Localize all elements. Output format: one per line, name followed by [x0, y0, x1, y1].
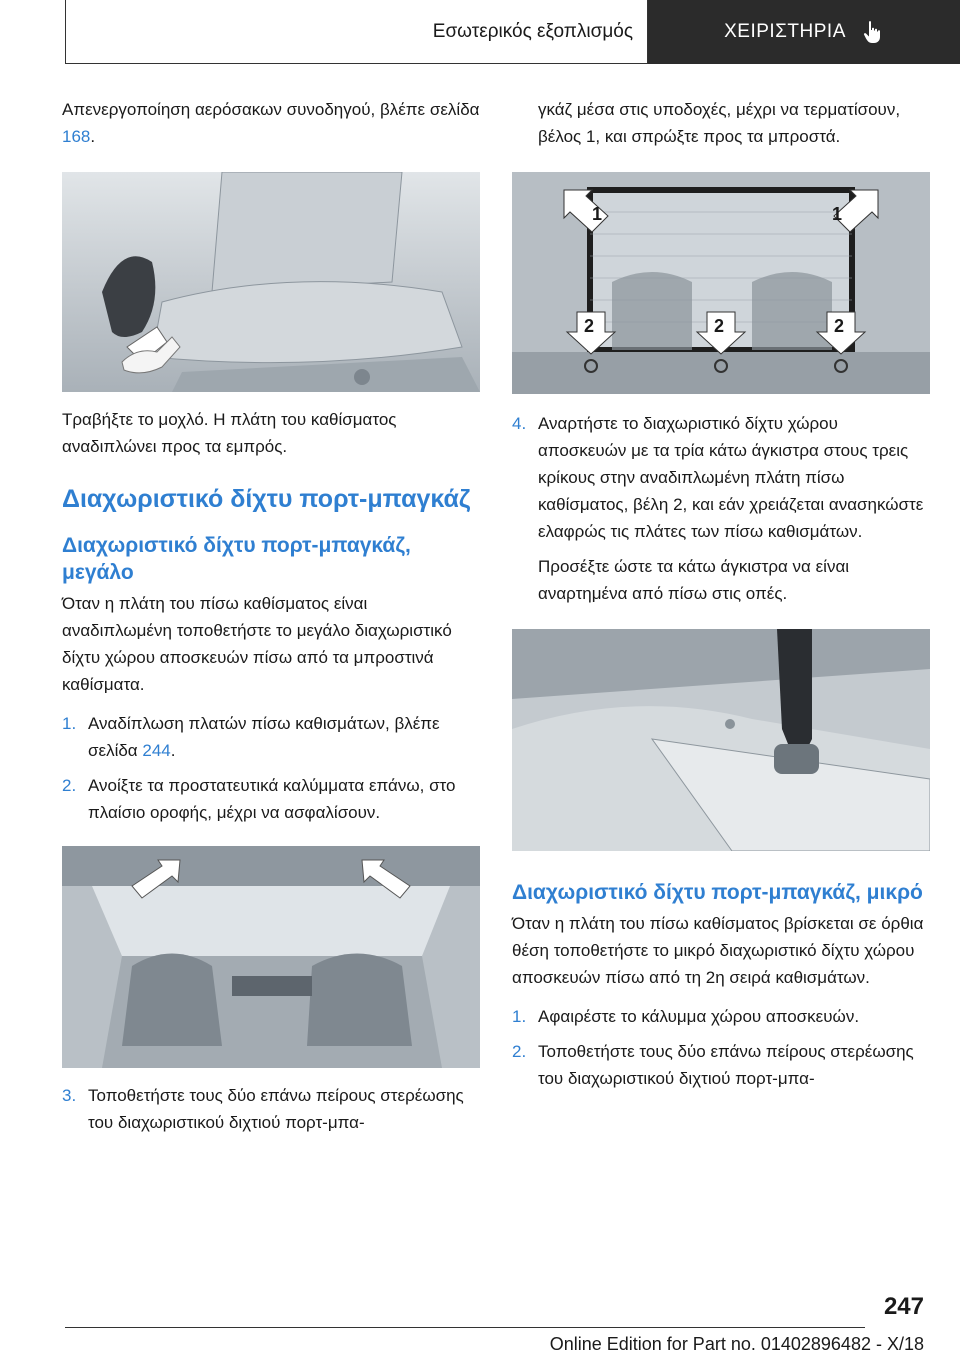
- step-2: [62, 772, 480, 826]
- step-text: Αφαιρέστε το κάλυμμα χώρου αποσκευών.: [538, 1007, 860, 1026]
- small-step-1: [512, 1003, 930, 1030]
- hook-detail-illustration: [512, 629, 930, 851]
- footer-divider: [65, 1327, 865, 1328]
- seat-lever-illustration: [62, 172, 480, 392]
- step-number: 3.: [62, 1086, 77, 1105]
- step-4: [512, 410, 930, 545]
- intro-end: .: [90, 127, 96, 146]
- step-number: 2.: [62, 776, 77, 795]
- section-heading: Διαχωριστικό δίχτυ πορτ-μπαγκάζ: [62, 485, 471, 513]
- small-step-2: [512, 1038, 930, 1092]
- step-number: 1.: [512, 1007, 527, 1026]
- step-3: [62, 1082, 480, 1136]
- edition-note: Online Edition for Part no. 01402896482 - X/18: [549, 1334, 924, 1354]
- step-1: [62, 710, 480, 764]
- roof-covers-figure: [62, 846, 480, 1068]
- page-number: 247: [883, 1293, 924, 1320]
- page-link-168[interactable]: 168: [62, 127, 91, 146]
- right-column: [512, 96, 930, 1092]
- callout-1-left: 1: [592, 204, 603, 224]
- step-text: Αναδίπλωση πλατών πίσω καθισμάτων, βλέπε σελίδα 244.: [88, 714, 440, 760]
- callout-2-left: 2: [584, 316, 595, 336]
- step-3-continuation: γκάζ μέσα στις υποδοχές, μέχρι να τερματίσουν, βέλος 1, και σπρώξτε προς τα μπροστά.: [538, 100, 901, 146]
- subsection-heading-small: Διαχωριστικό δίχτυ πορτ-μπαγκάζ, μικρό: [512, 881, 923, 904]
- seat-lever-figure: [62, 172, 480, 392]
- step-number: 2.: [512, 1042, 527, 1061]
- chapter-title: ΧΕΙΡΙΣΤΗΡΙΑ: [724, 21, 846, 42]
- hand-pointer-icon: [862, 20, 884, 44]
- page-header: [65, 0, 960, 64]
- step-number: 4.: [512, 414, 527, 433]
- left-column: [62, 96, 480, 1136]
- step-text: Αναρτήστε το διαχωριστικό δίχτυ χώρου αποσκευών με τα τρία κάτω άγκιστρα στους τρεις κρίκους στην αναδιπλωμένη πλάτη πίσω καθίσματος, βέλη 2, και εάν χρειάζεται ανασηκώστε ελαφρώς τις πλάτες των πίσω καθισμάτων.: [538, 414, 924, 541]
- intro-paragraph: [62, 96, 480, 150]
- callout-2-right: 2: [834, 316, 845, 336]
- large-net-intro: Όταν η πλάτη του πίσω καθίσματος είναι αναδιπλωμένη τοποθετήστε το μεγάλο διαχωριστικό δίχτυ χώρου αποσκευών πίσω από τα μπροστινά καθίσματα.: [62, 594, 452, 694]
- roof-covers-illustration: [62, 846, 480, 1068]
- step-text: Τοποθετήστε τους δύο επάνω πείρους στερέωσης του διαχωριστικού διχτιού πορτ-μπα-: [538, 1042, 914, 1088]
- subsection-heading-large: Διαχωριστικό δίχτυ πορτ-μπαγκάζ, μεγάλο: [62, 534, 411, 584]
- callout-2-center: 2: [714, 316, 725, 336]
- hook-note: Προσέξτε ώστε τα κάτω άγκιστρα να είναι αναρτημένα από πίσω στις οπές.: [538, 557, 850, 603]
- step-text: Τοποθετήστε τους δύο επάνω πείρους στερέωσης του διαχωριστικού διχτιού πορτ-μπα-: [88, 1086, 464, 1132]
- page-link-244[interactable]: 244: [142, 741, 171, 760]
- callout-1-right: 1: [832, 204, 843, 224]
- small-net-intro: Όταν η πλάτη του πίσω καθίσματος βρίσκεται σε όρθια θέση τοποθετήστε το μικρό διαχωριστικό δίχτυ χώρου αποσκευών πίσω από τη 2η σειρά καθισμάτων.: [512, 914, 924, 987]
- intro-text: Απενεργοποίηση αερόσακων συνοδηγού, βλέπε σελίδα: [62, 100, 480, 119]
- net-install-illustration: [512, 172, 930, 394]
- caption-seat-lever: Τραβήξτε το μοχλό. Η πλάτη του καθίσματος αναδιπλώνει προς τα εμπρός.: [62, 410, 397, 456]
- step-number: 1.: [62, 714, 77, 733]
- section-title: Εσωτερικός εξοπλισμός: [65, 0, 648, 64]
- chapter-tab[interactable]: [648, 0, 960, 64]
- net-install-figure: [512, 172, 930, 394]
- hook-detail-figure: [512, 629, 930, 851]
- step-text: Ανοίξτε τα προστατευτικά καλύμματα επάνω, στο πλαίσιο οροφής, μέχρι να ασφαλίσουν.: [88, 776, 456, 822]
